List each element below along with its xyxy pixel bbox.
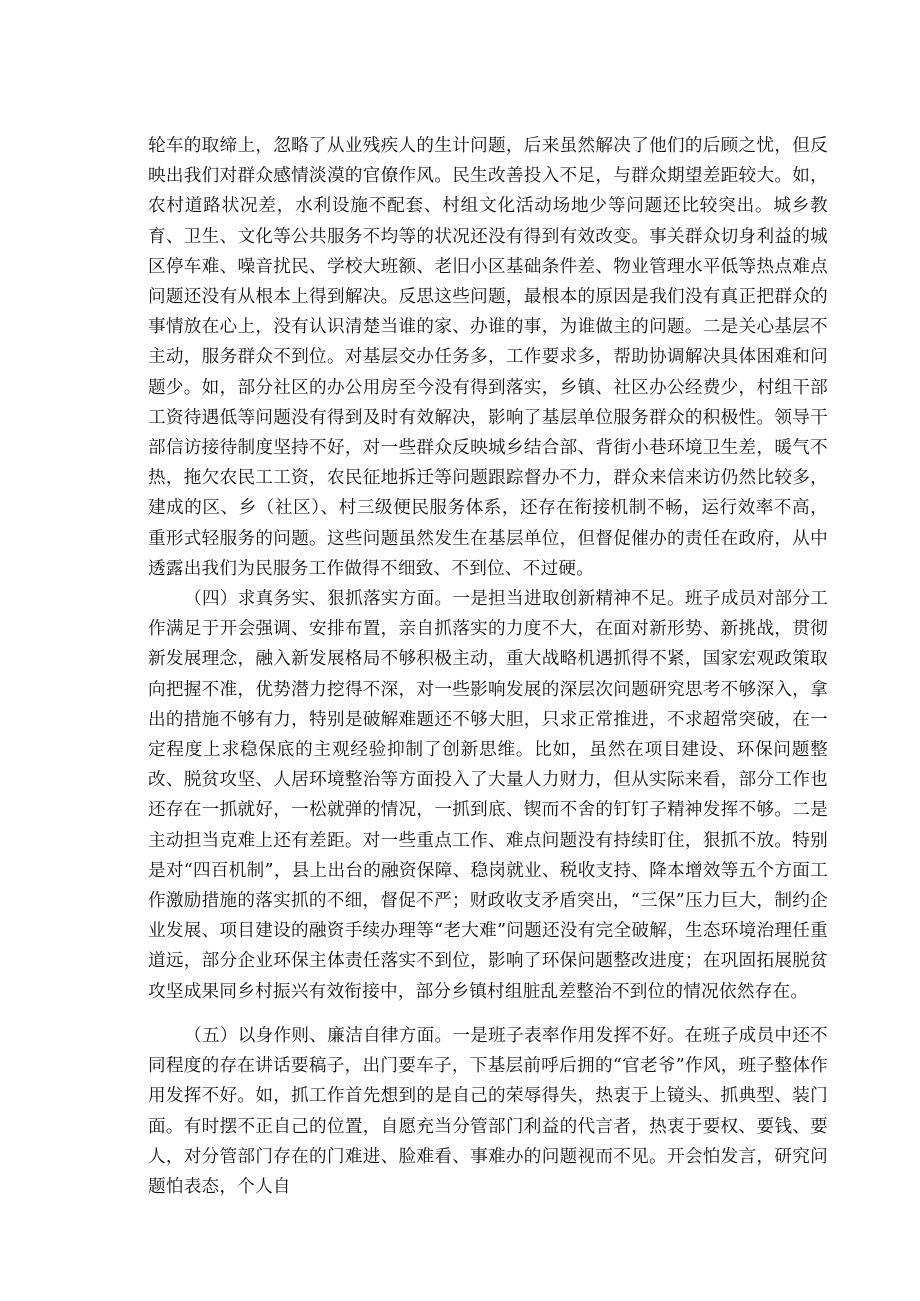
paragraph-section-five: （五）以身作则、廉洁自律方面。一是班子表率作用发挥不好。在班子成员中还不同程度的存在讲话要稿子，出门要车子，下基层前呼后拥的“官老爷”作风，班子整体作用发挥不好。如，抓工作首先想到的是自己的荣辱得失，热衷于上镜头、抓典型、装门面。有时摆不正自己的位置，自愿充当分管部门利益的代言者，热衷于要权、要钱、要人，对分管部门存在的门难进、脸难看、事难办的问题视而不见。开会怕发言，研究问题怕表态，个人自 (148, 1025, 828, 1197)
paragraph-continuation: 轮车的取缔上，忽略了从业残疾人的生计问题，后来虽然解决了他们的后顾之忧，但反映出我们对群众感情淡漠的官僚作风。民生改善投入不足，与群众期望差距较大。如，农村道路状况差，水利设施不配套、村组文化活动场地少等问题还比较突出。城乡教育、卫生、文化等公共服务不均等的状况还没有得到有效改变。事关群众切身利益的城区停车难、噪音扰民、学校大班额、老旧小区基础条件差、物业管理水平低等热点难点问题还没有从根本上得到解决。反思这些问题，最根本的原因是我们没有真正把群众的事情放在心上，没有认识清楚当谁的家、办谁的事，为谁做主的问题。二是关心基层不主动，服务群众不到位。对基层交办任务多，工作要求多，帮助协调解决具体困难和问题少。如，部分社区的办公用房至今没有得到落实，乡镇、社区办公经费少，村组干部工资待遇低等问题没有得到及时有效解决，影响了基层单位服务群众的积极性。领导干部信访接待制度坚持不好，对一些群众反映城乡结合部、背街小巷环境卫生差，暖气不热，拖欠农民工工资，农民征地拆迁等问题跟踪督办不力，群众来信来访仍然比较多，建成的区、乡（社区）、村三级便民服务体系，还存在衔接机制不畅，运行效率不高，重形式轻服务的问题。这些问题虽然发生在基层单位，但督促催办的责任在政府，从中透露出我们为民服务工作做得不细致、不到位、不过硬。 (148, 136, 828, 579)
paragraph-section-four: （四）求真务实、狠抓落实方面。一是担当进取创新精神不足。班子成员对部分工作满足于开会强调、安排布置，亲自抓落实的力度不大，在面对新形势、新挑战，贯彻新发展理念，融入新发展格局不够积极主动，重大战略机遇抓得不紧，国家宏观政策取向把握不准，优势潜力挖得不深，对一些影响发展的深层次问题研究思考不够深入，拿出的措施不够有力，特别是破解难题还不够大胆，只求正常推进，不求超常突破，在一定程度上求稳保底的主观经验抑制了创新思维。比如，虽然在项目建设、环保问题整改、脱贫攻坚、人居环境整治等方面投入了大量人力财力，但从实际来看，部分工作也还存在一抓就好，一松就弹的情况，一抓到底、锲而不舍的钉钉子精神发挥不够。二是主动担当克难上还有差距。对一些重点工作、难点问题没有持续盯住，狠抓不放。特别是对“四百机制”，县上出台的融资保障、稳岗就业、税收支持、降本增效等五个方面工作激励措施的落实抓的不细，督促不严；财政收支矛盾突出，“三保”压力巨大，制约企业发展、项目建设的融资手续办理等“老大难”问题还没有完全破解，生态环境治理任重道远，部分企业环保主体责任落实不到位，影响了环保问题整改进度；在巩固拓展脱贫攻坚成果同乡村振兴有效衔接中，部分乡镇村组脏乱差整治不到位的情况依然存在。 (148, 589, 828, 1002)
document-body (148, 131, 828, 1202)
